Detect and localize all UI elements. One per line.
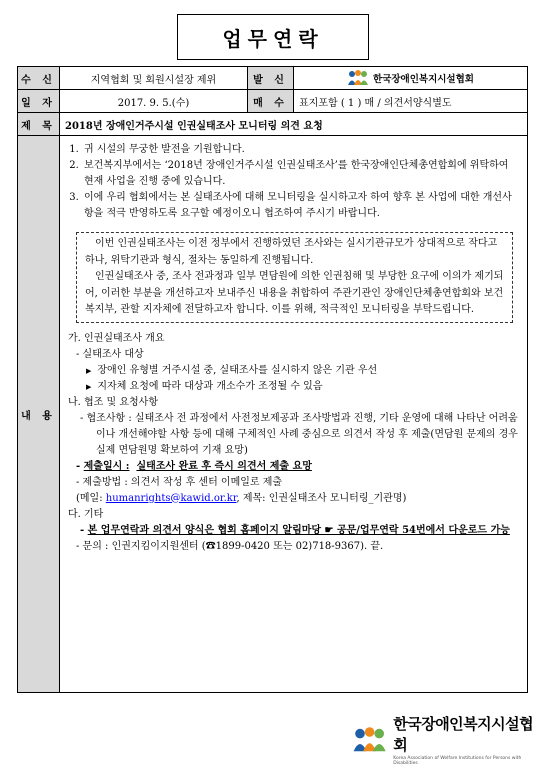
recipient-value: 지역협회 및 회원시설장 제위 [60, 67, 248, 90]
triangle-bullet-icon: ▶ [86, 366, 92, 375]
intro-item: 3. 이에 우리 협회에서는 본 실태조사에 대해 모니터링을 실시하고자 하여 향후 본 사업에 대한 개선사항을 적극 반영하도록 요구할 예정이오니 협조하여 주시기 바랍니다. [82, 190, 519, 222]
footer-logo-name: 한국장애인복지시설협회 [393, 715, 534, 754]
notice-paragraph: 이번 인권실태조사는 이전 정부에서 진행하였던 조사와는 실시기관규모가 상대적으로 작다고 하나, 위탁기관과 형식, 절차는 동일하게 진행됩니다. [85, 238, 498, 266]
survey-target-bullet: ▶ 지자체 요청에 따라 대상과 개소수가 조정될 수 있음 [86, 380, 323, 392]
cooperation-item: - 협조사항 : 실태조사 전 과정에서 사전정보제공과 조사방법과 진행, 기타 운영에 대해 나타난 어려움이나 개선해야할 사항 등에 대해 구체적인 사례 중심으로 의견서 작성 후 제출(면담원 문제의 경우 실제 면담원명 확보하여 기재 요망) [80, 412, 518, 456]
section-requests [68, 395, 519, 507]
pages-label: 매 수 [248, 90, 294, 113]
memo-table [17, 66, 528, 693]
subject-label: 제 목 [18, 113, 60, 136]
document-title: 업무연락 [177, 14, 369, 60]
submit-method-item: - 제출방법 : 의견서 작성 후 센터 이메일로 제출 [76, 476, 283, 488]
association-logo-icon [352, 725, 387, 755]
association-logo-icon [347, 70, 369, 86]
date-value: 2017. 9. 5.(수) [60, 90, 248, 113]
intro-item: 2. 보건복지부에서는 ‘2018년 장애인거주시설 인권실태조사’를 한국장애인단체총연합회에 위탁하여 현재 사업을 진행 중에 있습니다. [82, 158, 519, 190]
date-label: 일 자 [18, 90, 60, 113]
section-overview-title: 가. 인권실태조사 개요 [68, 332, 165, 344]
section-requests-title: 나. 협조 및 요청사항 [68, 396, 158, 408]
notice-box [76, 232, 513, 323]
section-overview [68, 331, 519, 395]
recipient-label: 수 신 [18, 67, 60, 90]
sender-value [294, 67, 528, 90]
inquiry-item: - 문의 : 인권지킴이지원센터 (☎1899-0420 또는 02)718-9367). 끝. [76, 540, 384, 552]
subject-value: 2018년 장애인거주시설 인권실태조사 모니터링 의견 요청 [60, 113, 528, 136]
sender-label: 발 신 [248, 67, 294, 90]
section-other-title: 다. 기타 [68, 508, 104, 520]
deadline-item: - 제출일시 : 실태조사 완료 후 즉시 의견서 제출 요망 [76, 460, 312, 472]
survey-target-label: - 실태조사 대상 [76, 348, 144, 360]
footer-logo-english: Korea Association of Welfare Institutions for Persons with Disabilities [393, 756, 522, 766]
intro-list [68, 142, 519, 222]
survey-target-bullet: ▶ 장애인 유형별 거주시설 중, 실태조사를 실시하지 않은 기관 우선 [86, 364, 378, 376]
notice-paragraph: 인권실태조사 중, 조사 전과정과 일부 면담원에 의한 인권침해 및 부당한 요구에 이의가 제기되어, 이러한 부분을 개선하고자 보내주신 내용을 취합하여 주관기관인 장애인단체총연합회와 보건복지부, 관할 지자체에 전달하고자 합니다. 이를 위해, 적극적인 모니터링을 부탁드립니다. [85, 271, 504, 315]
email-link[interactable]: humanrights@kawid.or.kr [105, 492, 237, 504]
pages-value: 표지포함 ( 1 ) 매 / 의견서양식별도 [294, 90, 528, 113]
download-item: - 본 업무연락과 의견서 양식은 협회 홈페이지 알림마당 ☛ 공문/업무연락 54번에서 다운로드 가능 [80, 524, 510, 536]
email-line: (메일: humanrights@kawid.or.kr, 제목: 인권실태조사 모니터링_기관명) [76, 492, 407, 504]
triangle-bullet-icon: ▶ [86, 382, 92, 391]
section-other [68, 507, 519, 555]
sender-org-name: 한국장애인복지시설협회 [373, 74, 474, 85]
footer-logo [352, 713, 544, 766]
content-label: 내 용 [18, 136, 60, 693]
intro-item: 1. 귀 시설의 무궁한 발전을 기원합니다. [82, 142, 519, 158]
content-body [60, 136, 528, 693]
